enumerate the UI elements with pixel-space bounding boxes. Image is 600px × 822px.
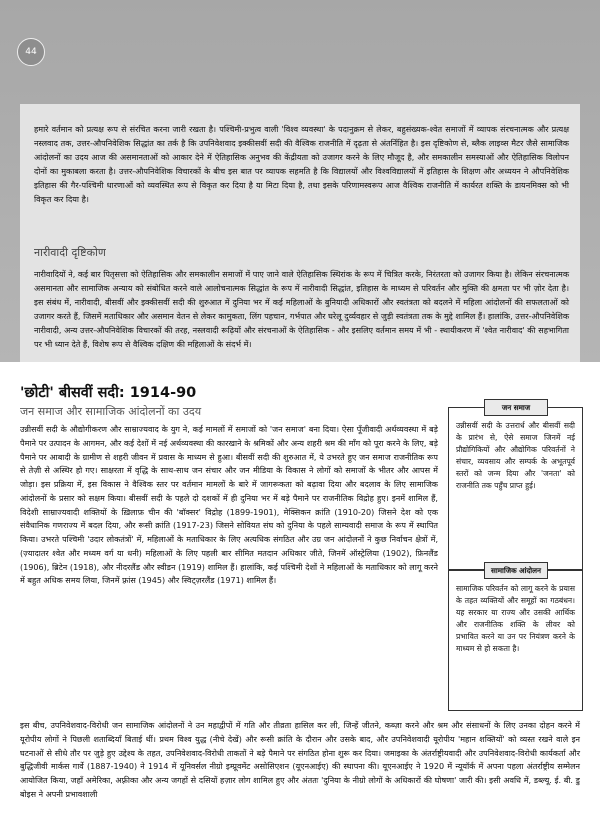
body-paragraph-1: उन्नीसवीं सदी के औद्योगीकरण और साम्राज्यवाद के युग ने, कई मामलों में समाजों को 'जन समाज' बना दिया। ऐसा पूँजीवादी अर्थव्यवस्था में बड़े पैमाने पर उत्पादन के आगमन, और कई देशों में नई अर्थव्यवस्था की कारखाने के श्रमिकों और अन्य शहरी श्रम की माँग को पूरा करने के लिए, बड़े पैमाने पर आबादी के ग्रामीण से शहरी जीवन में प्रवास के माध्यम से हुआ। बीसवीं सदी की शुरुआत में, ये उभरते हुए जन समाज राजनीतिक रूप से तेज़ी से अस्थिर हो गए। साक्षरता में वृद्धि के साथ-साथ जन संचार और जन मीडिया के विकास ने लोगों को समाजों के भीतर और आपस में जोड़ा। इस प्रक्रिया में, इस विकास ने वैश्विक स्तर पर वर्तमान मामलों के बारे में जागरूकता को बढ़ावा दिया और बदलाव के लिए सामाजिक आंदोलनों के प्रसार को सक्षम किया। बीसवीं सदी के पहले दो दशकों में ही दुनिया भर में बड़े पैमाने पर राजनीतिक विद्रोह हुए। इनमें शामिल हैं, विदेशी साम्राज्यवादी शक्तियों के ख़िलाफ़ चीन की 'बॉक्सर' विद्रोह (1899-1901), मेक्सिकन क्रांति (1910-20) जिसने देश को एक संवैधानिक गणराज्य में बदल दिया, और रूसी क्रांति (1917-23) जिसने सोवियत संघ को दुनिया के पहले साम्यवादी समाज के रूप में स्थापित किया। उभरते पश्चिमी 'उदार लोकतंत्रों' में, महिलाओं के मताधिकार के लिए अत्यधिक संगठित और उग्र जन आंदोलनों ने कुछ निर्वाचन क्षेत्रों में, (ज़्यादातर श्वेत और मध्यम वर्ग या धनी) महिलाओं के लिए पहली बार सीमित मतदान अधिकार जीते, जिनमें ऑस्ट्रेलिया (1902), फ़िनलैंड (1906), ब्रिटेन (1918), और नीदरलैंड और स्वीडन (1919) शामिल हैं। हालांकि, कई पश्चिमी देशों ने महिलाओं के मताधिकार को लागू करने में बहुत अधिक समय लिया, जिनमें फ़्रांस (1945) और स्विट्ज़रलैंड (1971) शामिल हैं। <box>20 425 438 586</box>
sidebar-text: सामाजिक परिवर्तन को लागू करने के प्रयास के तहत व्यक्तियों और समूहों का गठबंधन। यह सरकार या राज्य और उसकी आर्थिक और राजनीतिक शक्ति के लीवर को प्रभावित करने या उन पर नियंत्रण करने के माध्यम से हो सकता है। <box>456 584 575 653</box>
upper-paragraph-1: हमारे वर्तमान को प्रत्यक्ष रूप से संरचित करना जारी रखता है। पश्चिमी-प्रभुत्व वाली 'विश्व व्यवस्था' के पदानुक्रम से लेकर, बहुसंख्यक-श्वेत समाजों में व्यापक संरचनात्मक और प्रत्यक्ष नस्लवाद तक, उत्तर-औपनिवेशिक सिद्धांत का तर्क है कि उपनिवेशवाद इक्कीसवीं सदी की वैश्विक राजनीति में दृढ़ता से अंतर्निहित है। इस दृष्टिकोण से, ब्लैक लाइव्स मैटर जैसे सामाजिक आंदोलनों का उदय आज की असमानताओं को आकार देने में ऐतिहासिक अनुभव की केंद्रीयता को उजागर करने के लिए मौजूद है, और समकालीन समस्याओं और ऐतिहासिक विलोपन दोनों का मुकाबला करता है। उत्तर-औपनिवेशिक विचारकों के बीच इस बात पर व्यापक सहमति है कि विद्यालयों और विश्वविद्यालयों में इतिहास के शिक्षण और अध्ययन ने औपनिवेशिक इतिहास की गैर-पश्चिमी धारणाओं को व्यवस्थित रूप से विकृत कर दिया है या मिटा दिया है, तथा इसके परिणामस्वरूप आज वैश्विक राजनीति में कार्यरत शक्ति के डायनमिक्स को भी विकृत कर दिया है। <box>34 125 569 205</box>
section-subtitle: जन समाज और सामाजिक आंदोलनों का उदय <box>20 405 202 418</box>
sidebar-title: जन समाज <box>484 399 548 416</box>
section-title: 'छोटी' बीसवीं सदी: 1914-90 <box>20 385 197 401</box>
page-number-badge: 44 <box>17 38 45 66</box>
sidebar-social-movement <box>448 566 583 711</box>
sidebar-title: सामाजिक आंदोलन <box>484 562 548 579</box>
sidebar-text: उन्नीसवीं सदी के उत्तरार्ध और बीसवीं सदी के प्रारंभ से, ऐसे समाज जिनमें नई प्रौद्योगिकियों और औद्योगिक परिवर्तनों ने संचार, व्यवसाय और सम्पर्क के अभूतपूर्व स्तरों को जन्म दिया और 'जनता' को राजनीति तक पहुँच प्राप्त हुई। <box>456 421 575 490</box>
top-band <box>0 0 600 362</box>
sidebar-mass-society <box>448 403 583 570</box>
upper-paragraph-2: नारीवादियों ने, कई बार पितृसत्ता को ऐतिहासिक और समकालीन समाजों में पाए जाने वाले ऐतिहासिक स्थिरांक के रूप में चित्रित करके, निरंतरता को उजागर किया है। लेकिन संरचनात्मक असमानता और सामाजिक अन्याय को संबोधित करने वाले आलोचनात्मक सिद्धांत के रूप में नारीवादी सिद्धांत, इतिहास के माध्यम से परिवर्तन और मुक्ति की क्षमता पर भी ज़ोर देता है। इस संबंध में, नारीवादी, बीसवीं और इक्कीसवीं सदी की शुरुआत में दुनिया भर में कई महिलाओं के बुनियादी अधिकारों और स्वतंत्रता को बदलने में महिला आंदोलनों की सफलताओं को उजागर करते हैं, जिसमें मताधिकार और असमान वेतन से लेकर कामुकता, लिंग पहचान, गर्भपात और घरेलू दुर्व्यवहार से जुड़ी स्वतंत्रता तक के मुद्दे शामिल हैं। हालांकि, उत्तर-औपनिवेशिक नारीवादी, अन्य उत्तर-औपनिवेशिक विचारकों की तरह, नस्लवादी रूढ़ियों और संरचनाओं के ऐतिहासिक - और इसलिए वर्तमान समय में भी - स्थायीकरण में 'श्वेत नारीवाद' की सहभागिता पर भी ध्यान देते हैं, विशेष रूप से वैश्विक दक्षिण की महिलाओं के संदर्भ में। <box>34 270 569 350</box>
upper-text-panel <box>20 104 580 362</box>
feminist-perspective-heading: नारीवादी दृष्टिकोण <box>34 246 106 259</box>
body-paragraph-2: इस बीच, उपनिवेशवाद-विरोधी जन सामाजिक आंदोलनों ने उन महाद्वीपों में गति और तीव्रता हासिल कर ली, जिन्हें जीतने, कब्ज़ा करने और श्रम और संसाधनों के लिए उनका दोहन करने में यूरोपीय लोगों ने पिछली शताब्दियाँ बिताई थीं। प्रथम विश्व युद्ध (नीचे देखें) और रूसी क्रांति के दौरान और उसके बाद, और उपनिवेशवादी यूरोपीय 'महान शक्तियों' को व्यस्त रखने वाले इन घटनाओं से सीधे तौर पर जुड़े हुए उद्देश्य के तहत, उपनिवेशवाद-विरोधी ताकतों ने बड़े पैमाने पर संगठित होना शुरू कर दिया। जमाइका के अंतर्राष्ट्रीयवादी और उपनिवेशवाद-विरोधी कार्यकर्ता और बुद्धिजीवी मार्कस गार्वे (1887-1940) ने 1914 में यूनिवर्सल नीग्रो इम्प्रूवमेंट असोसिएशन (यूएनआईए) की स्थापना की। यूएनआईए ने 1920 में न्यूयॉर्क में अपना पहला अंतर्राष्ट्रीय सम्मेलन आयोजित किया, जहाँ अमेरिका, अफ़्रीका और अन्य जगहों से दसियों हज़ार लोग शामिल हुए और अंततः 'दुनिया के नीग्रो लोगों के अधिकारों की घोषणा' जारी की। इसी अवधि में, डब्ल्यू. ई. बी. डु बोइस ने अपनी प्रभावशाली <box>20 721 580 799</box>
